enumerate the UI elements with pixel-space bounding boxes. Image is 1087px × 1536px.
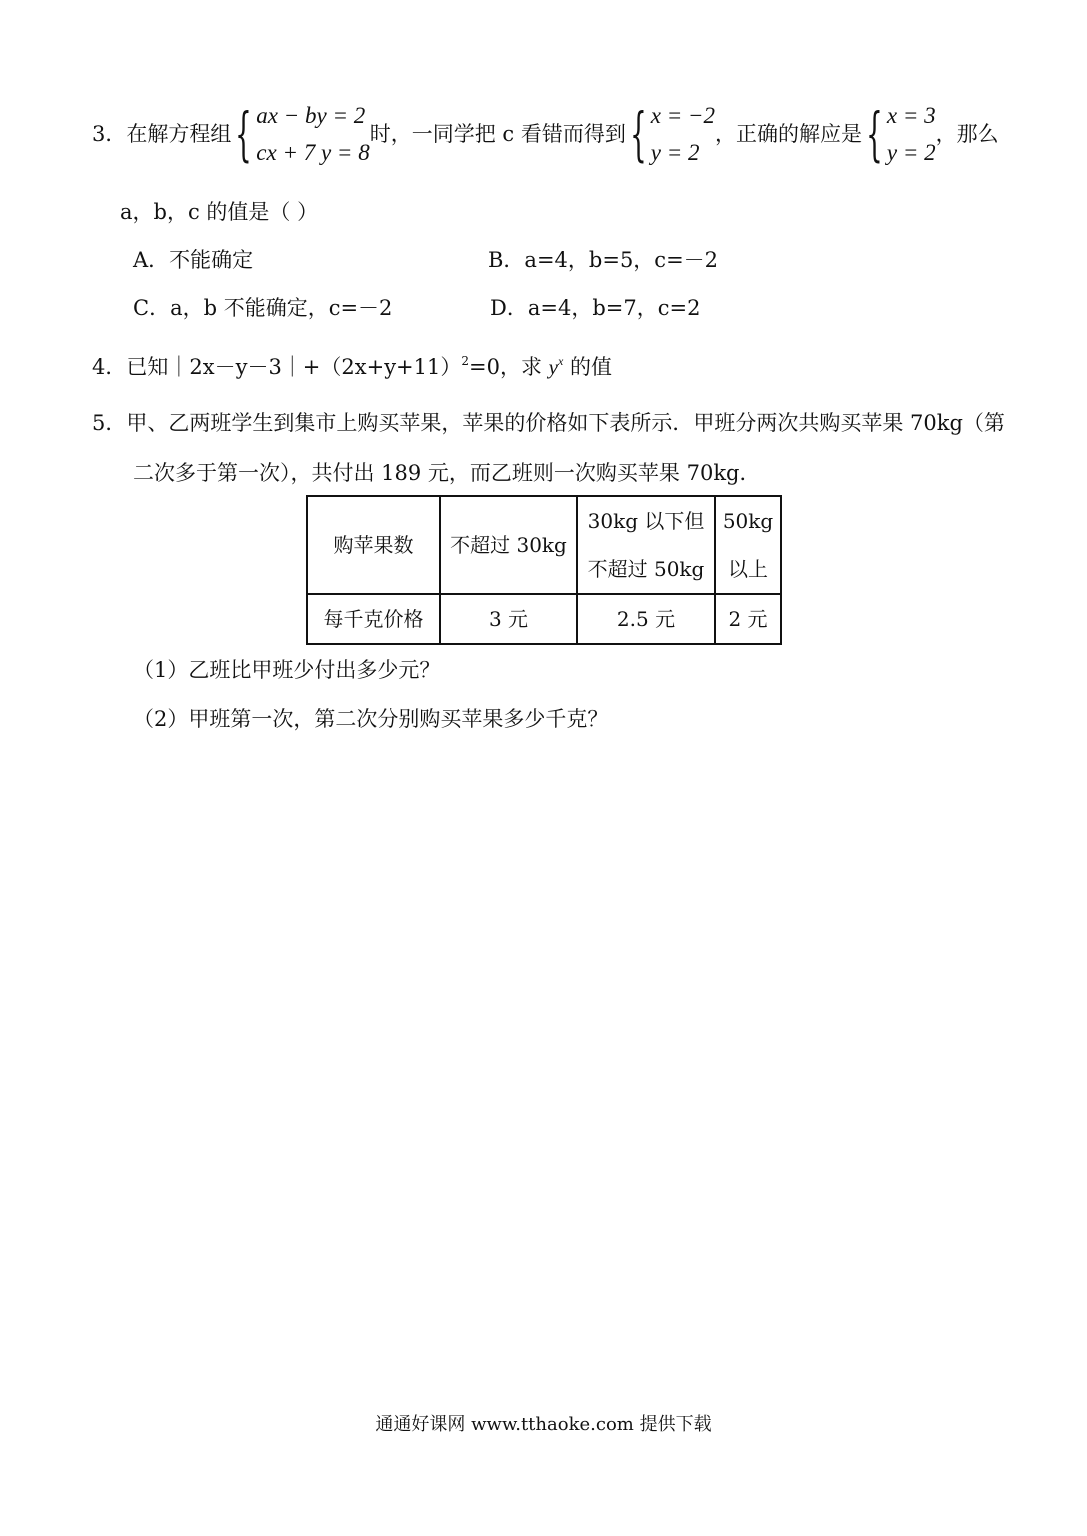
table-row [307,496,781,594]
equation: cx + 7 y = 8 [256,140,370,165]
question-3-line-1 [92,100,999,168]
question-4-text: =0，求 [469,355,549,379]
price-table [306,495,782,645]
question-4-number: 4． [92,355,127,379]
question-4-text: 已知｜2x－y－3｜+（2x+y+11） [126,355,462,379]
sub-question-1: （1）乙班比甲班少付出多少元？ [133,658,441,682]
table-cell: 每千克价格 [307,594,440,644]
table-row [307,594,781,644]
question-4-text: 的值 [563,355,613,379]
table-header-cell [715,496,781,594]
question-3-prefix: 在解方程组 [126,121,232,146]
question-3-suffix: ，那么 [935,121,999,146]
equation: y = 2 [650,140,700,165]
question-4 [92,355,612,378]
cell-line: 30kg 以下但 [587,509,705,533]
equation: ax − by = 2 [256,103,366,128]
table-cell: 2.5 元 [577,594,715,644]
equation-system-1 [256,104,369,164]
table-cell: 3 元 [440,594,577,644]
table-header-cell: 购苹果数 [307,496,440,594]
question-3-middle-2: ，正确的解应是 [714,121,862,146]
wrong-solution-system [651,104,715,164]
exponent-x: x [558,354,564,368]
exponent: 2 [461,354,470,368]
table-header-cell: 不超过 30kg [440,496,577,594]
variable-y: y [548,355,558,379]
left-brace: { [629,100,647,168]
cell-line: 50kg [722,509,774,533]
question-5-line-1: 5．甲、乙两班学生到集市上购买苹果，苹果的价格如下表所示．甲班分两次共购买苹果 70kg（第 [92,411,1005,435]
option-c: C．a，b 不能确定，c=－2 [133,296,393,320]
equation: y = 2 [886,140,936,165]
equation: x = −2 [650,103,715,128]
option-b: B．a=4，b=5，c=－2 [488,248,719,272]
table-header-cell [577,496,715,594]
left-brace: { [866,100,883,168]
sub-question-2: （2）甲班第一次，第二次分别购买苹果多少千克？ [133,707,609,731]
question-5-line-2: 二次多于第一次），共付出 189 元，而乙班则一次购买苹果 70kg． [133,461,761,485]
cell-line: 不超过 50kg [587,557,705,581]
option-a: A．不能确定 [133,248,254,272]
question-3-middle: 时，一同学把 c 看错而得到 [369,121,626,146]
equation: x = 3 [886,103,936,128]
cell-line: 以上 [728,557,768,581]
left-brace: { [235,100,253,168]
question-3-line-2: a，b，c 的值是（ ） [120,200,319,224]
footer-credit: 通通好课网 www.tthaoke.com 提供下载 [375,1414,712,1435]
question-3-number: 3． [92,121,127,146]
correct-solution-system [887,104,936,164]
option-d: D．a=4，b=7，c=2 [490,296,701,320]
table-cell: 2 元 [715,594,781,644]
